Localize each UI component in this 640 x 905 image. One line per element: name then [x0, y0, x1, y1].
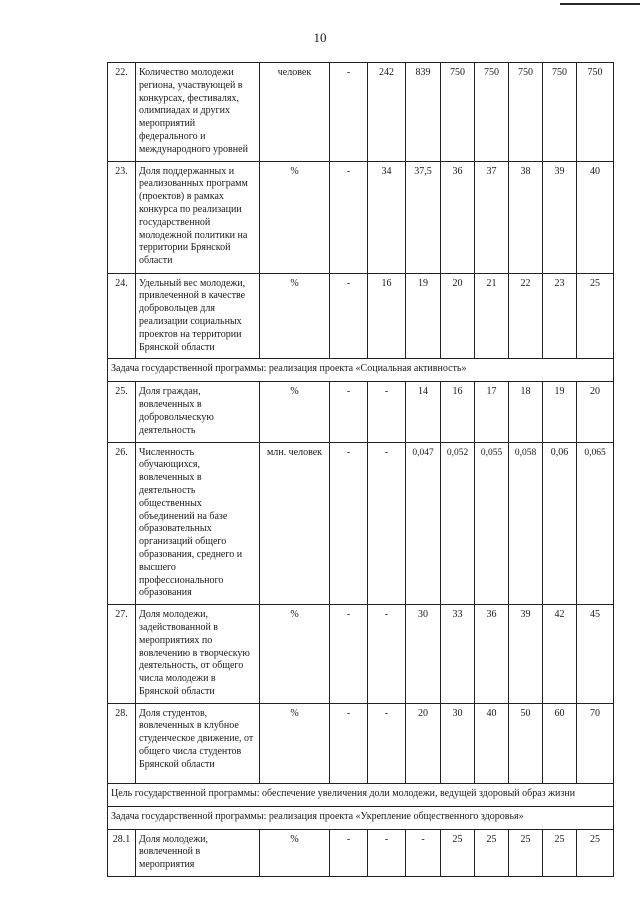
value-cell: 20: [406, 703, 441, 783]
value-cell: -: [330, 382, 368, 442]
table-row: [108, 605, 614, 704]
value-cell: -: [330, 442, 368, 605]
table-body: [108, 63, 614, 877]
indicator-name: Доля студентов, вовлеченных в клубное студенческое движение, от общего числа студентов Брянской области: [136, 703, 260, 783]
task-text: Задача государственной программы: реализация проекта «Укрепление общественного здоровья»: [108, 806, 614, 829]
top-rule: [560, 3, 640, 5]
value-cell: 0,055: [475, 442, 509, 605]
value-cell: 25: [475, 829, 509, 876]
value-cell: -: [406, 829, 441, 876]
value-cell: 18: [509, 382, 543, 442]
table-row: [108, 63, 614, 162]
row-number: 27.: [108, 605, 136, 704]
value-cell: 45: [577, 605, 614, 704]
value-cell: 33: [441, 605, 475, 704]
row-number: 23.: [108, 161, 136, 273]
value-cell: 0,052: [441, 442, 475, 605]
value-cell: 242: [368, 63, 406, 162]
task-text: Задача государственной программы: реализация проекта «Социальная активность»: [108, 359, 614, 382]
value-cell: -: [368, 703, 406, 783]
value-cell: 39: [509, 605, 543, 704]
value-cell: 750: [577, 63, 614, 162]
value-cell: 25: [577, 273, 614, 359]
value-cell: 25: [543, 829, 577, 876]
unit-of-measure: %: [260, 382, 330, 442]
value-cell: -: [330, 703, 368, 783]
value-cell: 40: [577, 161, 614, 273]
value-cell: -: [368, 442, 406, 605]
value-cell: 39: [543, 161, 577, 273]
value-cell: 22: [509, 273, 543, 359]
value-cell: 0,058: [509, 442, 543, 605]
unit-of-measure: %: [260, 703, 330, 783]
indicator-name: Доля граждан, вовлеченных в добровольческую деятельность: [136, 382, 260, 442]
value-cell: 19: [543, 382, 577, 442]
value-cell: 34: [368, 161, 406, 273]
row-number: 22.: [108, 63, 136, 162]
unit-of-measure: %: [260, 829, 330, 876]
value-cell: 42: [543, 605, 577, 704]
value-cell: 30: [406, 605, 441, 704]
value-cell: 16: [368, 273, 406, 359]
value-cell: 20: [441, 273, 475, 359]
value-cell: 750: [475, 63, 509, 162]
value-cell: 25: [577, 829, 614, 876]
value-cell: 30: [441, 703, 475, 783]
value-cell: 60: [543, 703, 577, 783]
value-cell: -: [368, 829, 406, 876]
page-number: 10: [313, 30, 327, 45]
value-cell: 14: [406, 382, 441, 442]
indicator-name: Количество молодежи региона, участвующей в конкурсах, фестивалях, олимпиадах и других мероприятий федерального и международного уровней: [136, 63, 260, 162]
indicator-name: Доля поддержанных и реализованных программ (проектов) в рамках конкурса по реализации государственной молодежной политики на территории Брянской области: [136, 161, 260, 273]
value-cell: 839: [406, 63, 441, 162]
unit-of-measure: %: [260, 273, 330, 359]
value-cell: 20: [577, 382, 614, 442]
table-row: [108, 382, 614, 442]
row-number: 25.: [108, 382, 136, 442]
task-row: [108, 783, 614, 806]
indicators-table: [107, 62, 614, 877]
value-cell: 40: [475, 703, 509, 783]
value-cell: 21: [475, 273, 509, 359]
table-row: [108, 273, 614, 359]
table-row: [108, 703, 614, 783]
indicator-name: Удельный вес молодежи, привлеченной в качестве добровольцев для реализации социальных проектов на территории Брянской области: [136, 273, 260, 359]
value-cell: 37: [475, 161, 509, 273]
value-cell: 19: [406, 273, 441, 359]
value-cell: 70: [577, 703, 614, 783]
value-cell: 25: [509, 829, 543, 876]
row-number: 24.: [108, 273, 136, 359]
indicator-name: Численность обучающихся, вовлеченных в деятельность общественных объединений на базе образовательных организаций общего образования, среднего и высшего профессионального образования: [136, 442, 260, 605]
table-row: [108, 442, 614, 605]
value-cell: -: [330, 63, 368, 162]
row-number: 28.1: [108, 829, 136, 876]
unit-of-measure: человек: [260, 63, 330, 162]
unit-of-measure: %: [260, 605, 330, 704]
row-number: 26.: [108, 442, 136, 605]
value-cell: 0,06: [543, 442, 577, 605]
value-cell: 0,047: [406, 442, 441, 605]
value-cell: 750: [509, 63, 543, 162]
value-cell: -: [368, 382, 406, 442]
value-cell: 36: [441, 161, 475, 273]
value-cell: 750: [543, 63, 577, 162]
unit-of-measure: млн. человек: [260, 442, 330, 605]
value-cell: 16: [441, 382, 475, 442]
task-row: [108, 806, 614, 829]
value-cell: -: [368, 605, 406, 704]
value-cell: -: [330, 605, 368, 704]
value-cell: -: [330, 273, 368, 359]
table-row: [108, 829, 614, 876]
value-cell: 0,065: [577, 442, 614, 605]
value-cell: 25: [441, 829, 475, 876]
indicator-name: Доля молодежи, задействованной в мероприятиях по вовлечению в творческую деятельность, от общего числа молодежи в Брянской области: [136, 605, 260, 704]
value-cell: 750: [441, 63, 475, 162]
value-cell: -: [330, 161, 368, 273]
row-number: 28.: [108, 703, 136, 783]
task-row: [108, 359, 614, 382]
value-cell: 36: [475, 605, 509, 704]
value-cell: 17: [475, 382, 509, 442]
table-row: [108, 161, 614, 273]
value-cell: 37,5: [406, 161, 441, 273]
value-cell: 50: [509, 703, 543, 783]
value-cell: 23: [543, 273, 577, 359]
task-text: Цель государственной программы: обеспечение увеличения доли молодежи, ведущей здоровый образ жизни: [108, 783, 614, 806]
unit-of-measure: %: [260, 161, 330, 273]
indicator-name: Доля молодежи, вовлеченной в мероприятия: [136, 829, 260, 876]
value-cell: 38: [509, 161, 543, 273]
value-cell: -: [330, 829, 368, 876]
